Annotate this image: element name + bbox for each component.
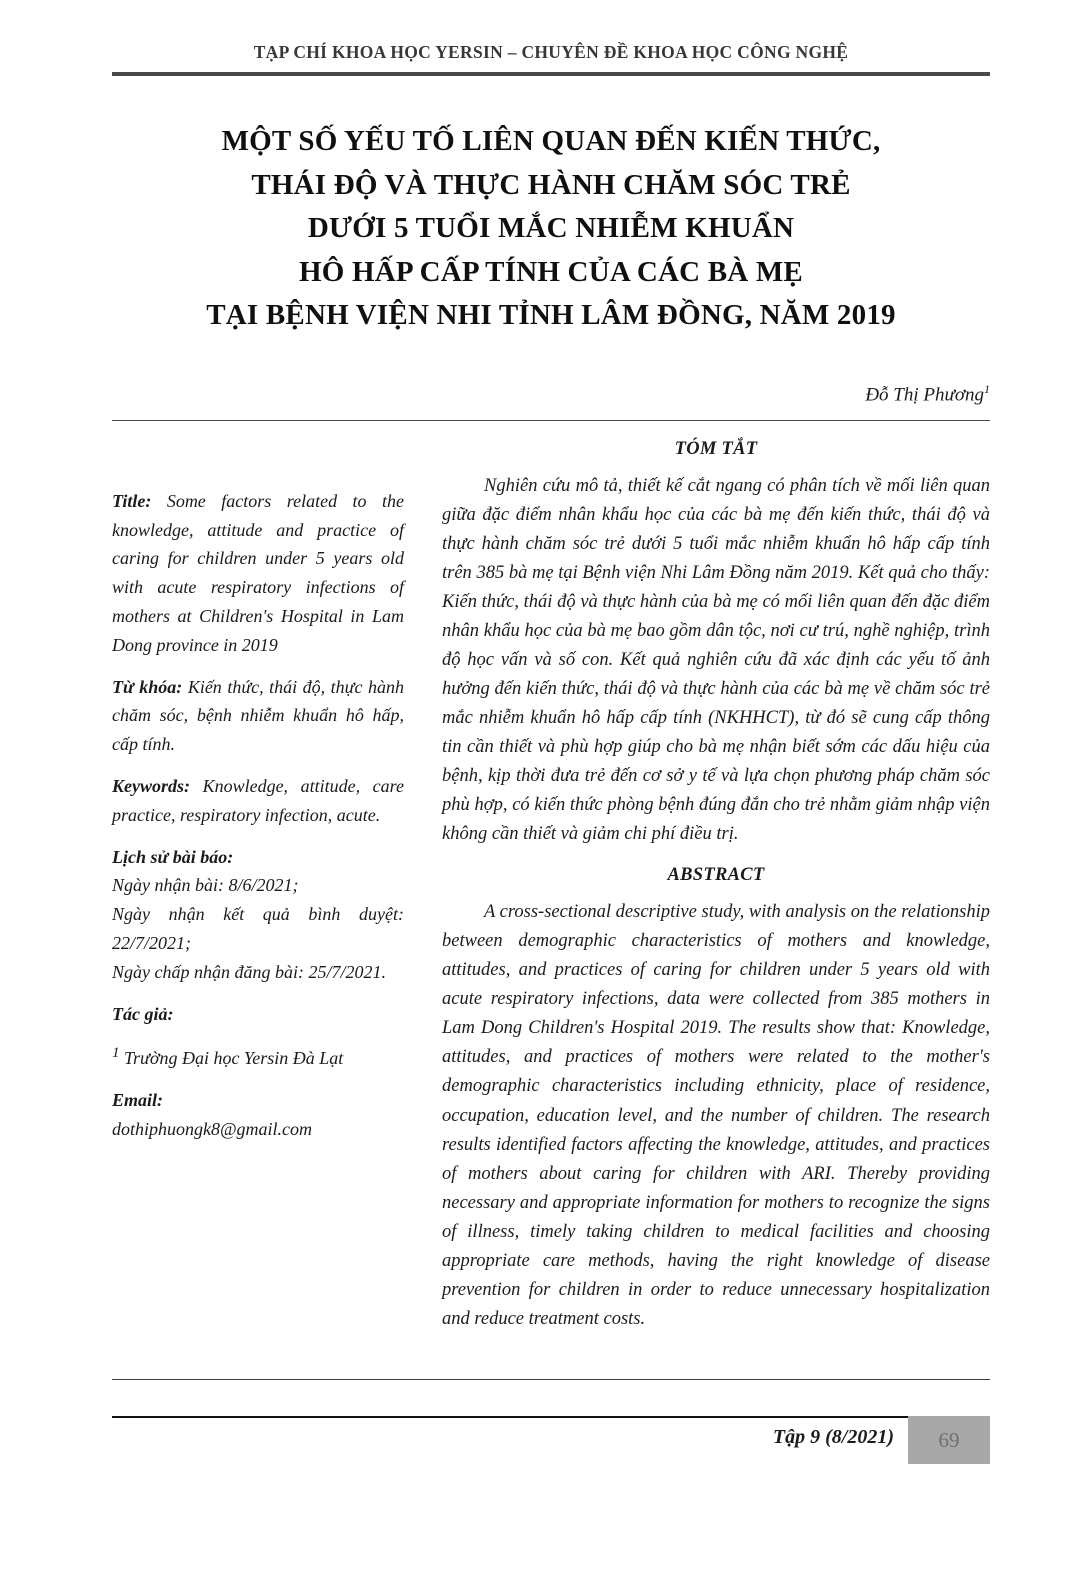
keywords-vi-label: Từ khóa: bbox=[112, 676, 183, 697]
abstract-en-body: A cross-sectional descriptive study, with analysis on the relationship between demographic characteristics of mothers and knowledge, attitudes, and practices of caring for children under 5 years old with acute respiratory infections, data were collected from 385 mothers in Lam Dong Children's Hospital 2019. The results show that: Knowledge, attitudes, and practices of mothers were related to the mother's demographic characteristics including ethnicity, place of residence, occupation, education level, and the number of children. The research results identified factors affecting the knowledge, attitudes, and practices of mothers about caring for children with ARI. Thereby providing necessary and appropriate information for mothers to recognize the signs of illness, timely taking children to medical facilities and choosing appropriate care methods, having the right knowledge of disease prevention for children in order to reduce unnecessary hospitalization and reduce treatment costs. bbox=[442, 902, 990, 1329]
page-number: 69 bbox=[938, 1427, 960, 1452]
abstract-vi-body: Nghiên cứu mô tả, thiết kế cắt ngang có phân tích về mối liên quan giữa đặc điểm nhân khẩu học của các bà mẹ đến kiến thức, thái độ và thực hành chăm sóc trẻ dưới 5 tuổi mắc nhiễm khuẩn hô hấp cấp tính trên 385 bà mẹ tại Bệnh viện Nhi Lâm Đồng năm 2019. Kết quả cho thấy: Kiến thức, thái độ và thực hành của bà mẹ có mối liên quan đến đặc điểm nhân khẩu học của bà mẹ bao gồm dân tộc, nơi cư trú, nghề nghiệp, trình độ học vấn và số con. Kết quả nghiên cứu đã xác định các yếu tố ảnh hưởng đến kiến thức, thái độ và thực hành của các bà mẹ về chăm sóc trẻ mắc nhiễm khuẩn hô hấp cấp tính (NKHHCT), từ đó sẽ cung cấp thông tin cần thiết và phù hợp giúp cho bà mẹ nhận biết sớm các dấu hiệu của bệnh, kịp thời đưa trẻ đến cơ sở y tế và lựa chọn phương pháp chăm sóc phù hợp, có kiến thức phòng bệnh đúng đắn cho trẻ nhằm giảm nhập viện không cần thiết và giảm chi phí điều trị. bbox=[442, 475, 990, 845]
author-affiliation-marker: 1 bbox=[984, 381, 990, 396]
title-en-paragraph bbox=[112, 487, 404, 660]
header-rule bbox=[112, 72, 990, 76]
title-line-2: THÁI ĐỘ VÀ THỰC HÀNH CHĂM SÓC TRẺ bbox=[251, 168, 851, 201]
history-line-received: Ngày nhận bài: 8/6/2021; bbox=[112, 875, 299, 896]
affiliation-text: Trường Đại học Yersin Đà Lạt bbox=[124, 1048, 344, 1069]
history-line-reviewed: Ngày nhận kết quả bình duyệt: 22/7/2021; bbox=[112, 904, 404, 953]
page-number-box bbox=[908, 1416, 990, 1464]
title-line-5: TẠI BỆNH VIỆN NHI TỈNH LÂM ĐỒNG, NĂM 2019 bbox=[206, 299, 896, 331]
title-line-3: DƯỚI 5 TUỔI MẮC NHIỄM KHUẨN bbox=[307, 212, 795, 244]
two-column-body bbox=[112, 435, 990, 1334]
keywords-en-text: Knowledge, attitude, care practice, respiratory infection, acute. bbox=[112, 776, 404, 825]
email-address: dothiphuongk8@gmail.com bbox=[112, 1118, 313, 1139]
keywords-en-paragraph bbox=[112, 772, 404, 830]
title-en-text: Some factors related to the knowledge, attitude and practice of caring for children under 5 years old with acute respiratory infections of mothers at Children's Hospital in Lam Dong province in 2019 bbox=[112, 490, 404, 655]
journal-header bbox=[112, 42, 990, 76]
affiliation-line bbox=[112, 1041, 404, 1073]
author-section-label: Tác giả: bbox=[112, 1003, 174, 1024]
footer-issue-area bbox=[112, 1416, 908, 1464]
title-en-label: Title: bbox=[112, 490, 152, 511]
affiliation-marker: 1 bbox=[112, 1045, 120, 1062]
title-line-4: HÔ HẤP CẤP TÍNH CỦA CÁC BÀ MẸ bbox=[299, 255, 803, 288]
abstracts-column bbox=[442, 435, 990, 1334]
author-divider-rule bbox=[112, 420, 990, 421]
keywords-vi-paragraph bbox=[112, 673, 404, 759]
page-footer bbox=[112, 1416, 990, 1464]
title-line-1: MỘT SỐ YẾU TỐ LIÊN QUAN ĐẾN KIẾN THỨC, bbox=[221, 125, 881, 157]
keywords-vi-text: Kiến thức, thái độ, thực hành chăm sóc, bệnh nhiễm khuẩn hô hấp, cấp tính. bbox=[112, 676, 404, 755]
abstract-vi-heading: TÓM TẮT bbox=[674, 438, 758, 459]
bottom-rule bbox=[112, 1379, 990, 1380]
issue-label: Tập 9 (8/2021) bbox=[772, 1426, 894, 1448]
author-line bbox=[112, 382, 990, 406]
abstract-en-heading: ABSTRACT bbox=[667, 865, 765, 886]
metadata-sidebar bbox=[112, 435, 404, 1157]
article-title bbox=[112, 120, 990, 338]
history-line-accepted: Ngày chấp nhận đăng bài: 25/7/2021. bbox=[112, 961, 386, 982]
email-label: Email: bbox=[112, 1090, 164, 1111]
keywords-en-label: Keywords: bbox=[112, 776, 190, 796]
author-name: Đỗ Thị Phương bbox=[865, 383, 984, 405]
journal-name: TẠP CHÍ KHOA HỌC YERSIN – CHUYÊN ĐỀ KHOA HỌC CÔNG NGHỆ bbox=[253, 42, 849, 62]
history-label: Lịch sử bài báo: bbox=[112, 846, 234, 867]
